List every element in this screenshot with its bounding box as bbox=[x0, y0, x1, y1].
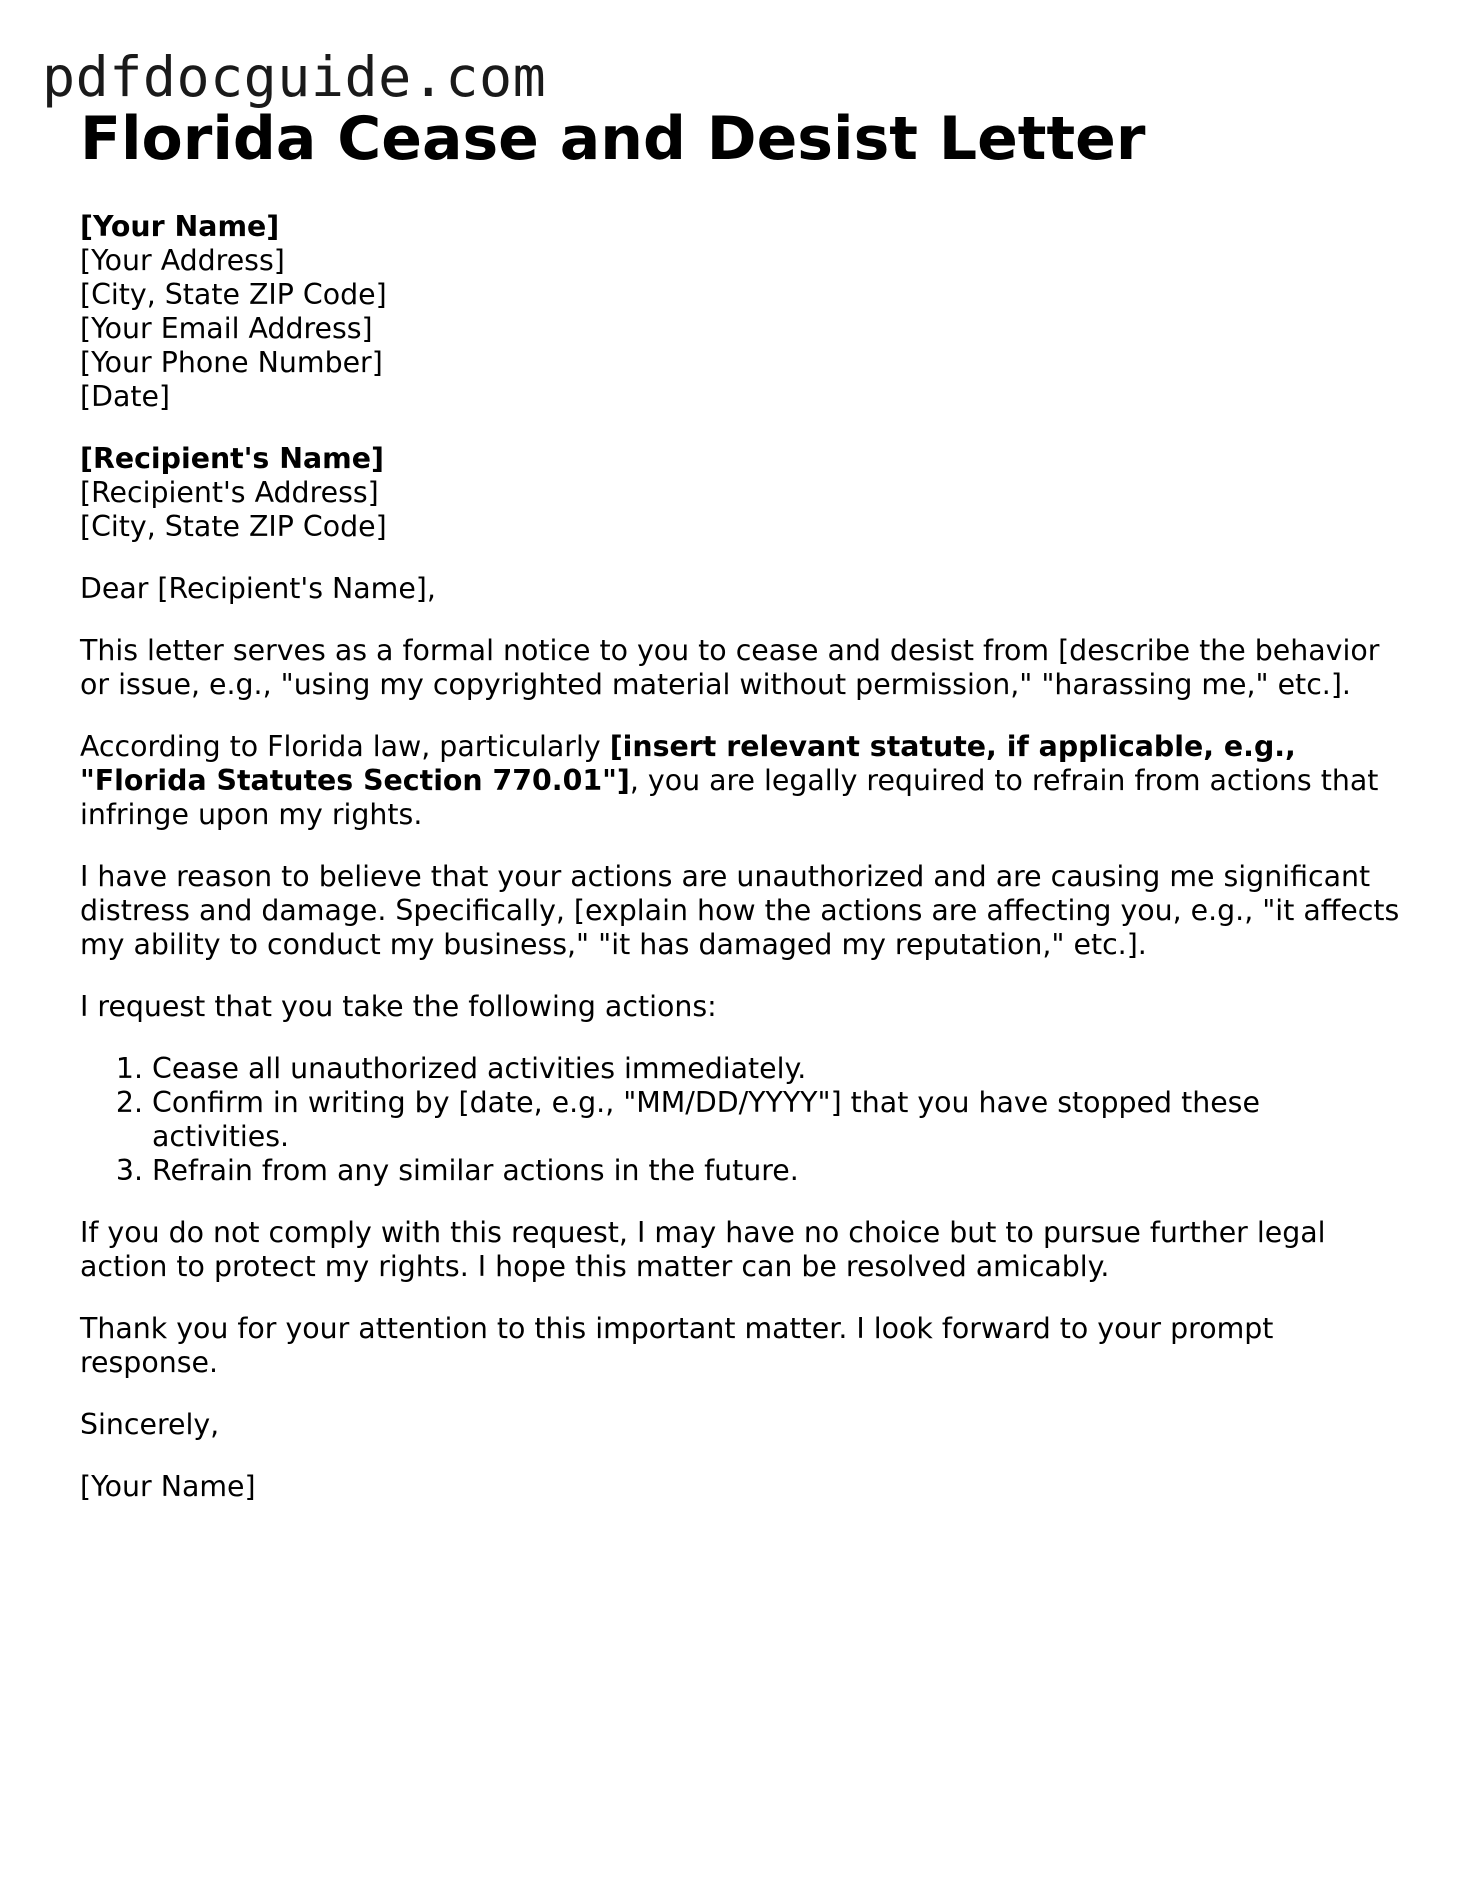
salutation: Dear [Recipient's Name], bbox=[80, 572, 436, 605]
recipient-city-state-zip: [City, State ZIP Code] bbox=[80, 510, 387, 543]
sender-email: [Your Email Address] bbox=[80, 312, 373, 345]
action-list bbox=[80, 1052, 1400, 1188]
legal-basis-rest: , you are legally required to refrain from actions that infringe upon my rights. bbox=[80, 764, 1379, 831]
page-title: Florida Cease and Desist Letter bbox=[80, 104, 1146, 174]
action-item: 2. Confirm in writing by [date, e.g., "MM/DD/YYYY"] that you have stopped these activities. bbox=[152, 1086, 1400, 1154]
thanks-paragraph: Thank you for your attention to this important matter. I look forward to your prompt response. bbox=[80, 1312, 1274, 1379]
watermark: pdfdocguide.com bbox=[42, 45, 547, 109]
closing: Sincerely, bbox=[80, 1408, 220, 1441]
damage-paragraph: I have reason to believe that your actions are unauthorized and are causing me significant distress and damage. Specifically, [explain how the actions are affecting you, e.g., "it affects my ability to conduct my business," "it has damaged my reputation," etc.]. bbox=[80, 860, 1400, 961]
legal-basis-intro: According to Florida law, particularly bbox=[80, 730, 610, 763]
signature: [Your Name] bbox=[80, 1470, 256, 1503]
sender-address: [Your Address] bbox=[80, 244, 285, 277]
letter-page bbox=[80, 104, 1400, 1532]
action-item: 3. Refrain from any similar actions in the future. bbox=[152, 1154, 1400, 1188]
consequence-paragraph: If you do not comply with this request, I may have no choice but to pursue further legal action to protect my rights. I hope this matter can be resolved amicably. bbox=[80, 1216, 1326, 1283]
sender-phone: [Your Phone Number] bbox=[80, 346, 383, 379]
request-intro: I request that you take the following actions: bbox=[80, 990, 717, 1023]
recipient-name: [Recipient's Name] bbox=[80, 442, 384, 475]
action-item: 1. Cease all unauthorized activities immediately. bbox=[152, 1052, 1400, 1086]
statute-reference: [insert relevant statute, if applicable, e.g., "Florida Statutes Section 770.01"] bbox=[80, 730, 1296, 797]
recipient-address: [Recipient's Address] bbox=[80, 476, 379, 509]
notice-paragraph: This letter serves as a formal notice to you to cease and desist from [describe the behavior or issue, e.g., "using my copyrighted material without permission," "harassing me," etc.]. bbox=[80, 634, 1380, 701]
sender-name: [Your Name] bbox=[80, 210, 280, 243]
legal-basis-paragraph bbox=[80, 730, 1400, 832]
recipient-block bbox=[80, 442, 1400, 544]
sender-block bbox=[80, 210, 1400, 414]
letter-date: [Date] bbox=[80, 380, 171, 413]
sender-city-state-zip: [City, State ZIP Code] bbox=[80, 278, 387, 311]
